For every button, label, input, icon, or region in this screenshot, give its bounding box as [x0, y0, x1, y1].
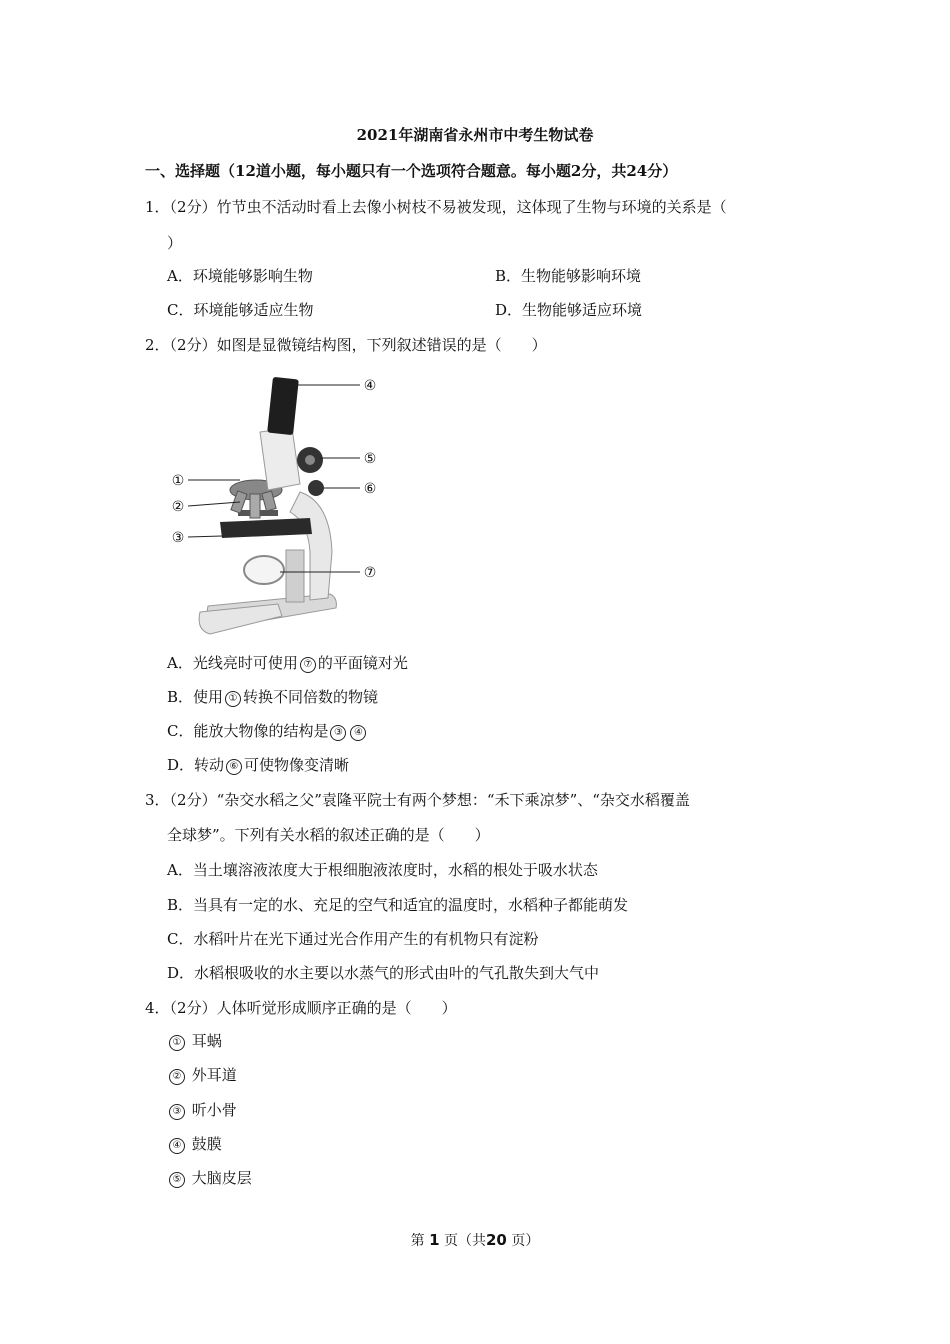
- footer-post: 页）: [511, 1233, 540, 1249]
- circled-number: ⑦: [300, 657, 316, 673]
- q2-option-b-pre: B．使用: [167, 688, 224, 706]
- circled-number: ⑥: [226, 759, 242, 775]
- q3-option-d: D．水稻根吸收的水主要以水蒸气的形式由叶的气孔散失到大气中: [167, 964, 600, 982]
- q2-stem: 2．（2分）如图是显微镜结构图，下列叙述错误的是（ ）: [145, 336, 547, 354]
- q1-option-d: D．生物能够适应环境: [495, 301, 643, 319]
- q4-item-text: 耳蜗: [191, 1032, 222, 1050]
- total-pages: 20: [486, 1231, 507, 1249]
- circled-number: ④: [350, 725, 366, 741]
- circled-number: ③: [169, 1104, 185, 1120]
- q2-option-c-pre: C．能放大物像的结构是: [167, 722, 329, 740]
- q4-item: [167, 1064, 237, 1085]
- q4-item: [167, 1133, 222, 1154]
- q2-option-b-post: 转换不同倍数的物镜: [243, 688, 379, 706]
- q3-option-c: C．水稻叶片在光下通过光合作用产生的有机物只有淀粉: [167, 930, 539, 948]
- label-4: ④: [363, 378, 377, 394]
- label-5: ⑤: [363, 451, 377, 467]
- q1-option-b: B．生物能够影响环境: [495, 267, 642, 285]
- circled-number: ⑤: [169, 1172, 185, 1188]
- q2-option-a-post: 的平面镜对光: [317, 654, 408, 672]
- q2-option-d-post: 可使物像变清晰: [244, 756, 350, 774]
- microscope-diagram: [160, 372, 390, 640]
- circled-number: ③: [330, 725, 346, 741]
- q3-stem-line1: 3．（2分）“杂交水稻之父”袁隆平院士有两个梦想：“禾下乘凉梦”、“杂交水稻覆盖: [145, 791, 690, 809]
- q2-option-d: [167, 754, 349, 775]
- label-7: ⑦: [363, 565, 377, 581]
- label-3: ③: [171, 530, 185, 546]
- q4-item-text: 听小骨: [191, 1101, 237, 1119]
- q1-option-a: A．环境能够影响生物: [167, 267, 313, 285]
- q4-stem: 4．（2分）人体听觉形成顺序正确的是（ ）: [145, 999, 457, 1017]
- q2-option-c: [167, 720, 368, 741]
- footer-mid: 页（共: [444, 1233, 486, 1249]
- circled-number: ②: [169, 1069, 185, 1085]
- q3-stem-line2: 全球梦”。下列有关水稻的叙述正确的是（ ）: [167, 826, 490, 844]
- label-2: ②: [171, 499, 185, 515]
- q1-option-c: C．环境能够适应生物: [167, 301, 314, 319]
- q2-option-a: [167, 652, 408, 673]
- q4-item-text: 大脑皮层: [191, 1169, 252, 1187]
- page-title: 2021年湖南省永州市中考生物试卷: [356, 126, 594, 144]
- q4-item-text: 鼓膜: [191, 1135, 222, 1153]
- q4-item: [167, 1099, 237, 1120]
- q1-stem: 1．（2分）竹节虫不活动时看上去像小树枝不易被发现，这体现了生物与环境的关系是（: [145, 198, 727, 216]
- page-number: 1: [429, 1231, 440, 1249]
- footer-pre: 第: [410, 1233, 425, 1249]
- label-1: ①: [171, 473, 185, 489]
- circled-number: ①: [225, 691, 241, 707]
- q4-item: [167, 1030, 222, 1051]
- page-footer: [0, 1230, 950, 1250]
- section-heading: 一、选择题（12道小题，每小题只有一个选项符合题意。每小题2分，共24分）: [145, 162, 678, 180]
- q3-option-a: A．当土壤溶液浓度大于根细胞液浓度时，水稻的根处于吸水状态: [167, 861, 598, 879]
- q2-option-a-pre: A．光线亮时可使用: [167, 654, 298, 672]
- q2-option-b: [167, 686, 378, 707]
- q4-item-text: 外耳道: [191, 1066, 237, 1084]
- q4-item: [167, 1167, 252, 1188]
- circled-number: ④: [169, 1138, 185, 1154]
- q1-stem-end: ）: [167, 234, 183, 252]
- circled-number: ①: [169, 1035, 185, 1051]
- q3-option-b: B．当具有一定的水、充足的空气和适宜的温度时，水稻种子都能萌发: [167, 896, 629, 914]
- q2-option-d-pre: D．转动: [167, 756, 225, 774]
- label-6: ⑥: [363, 481, 377, 497]
